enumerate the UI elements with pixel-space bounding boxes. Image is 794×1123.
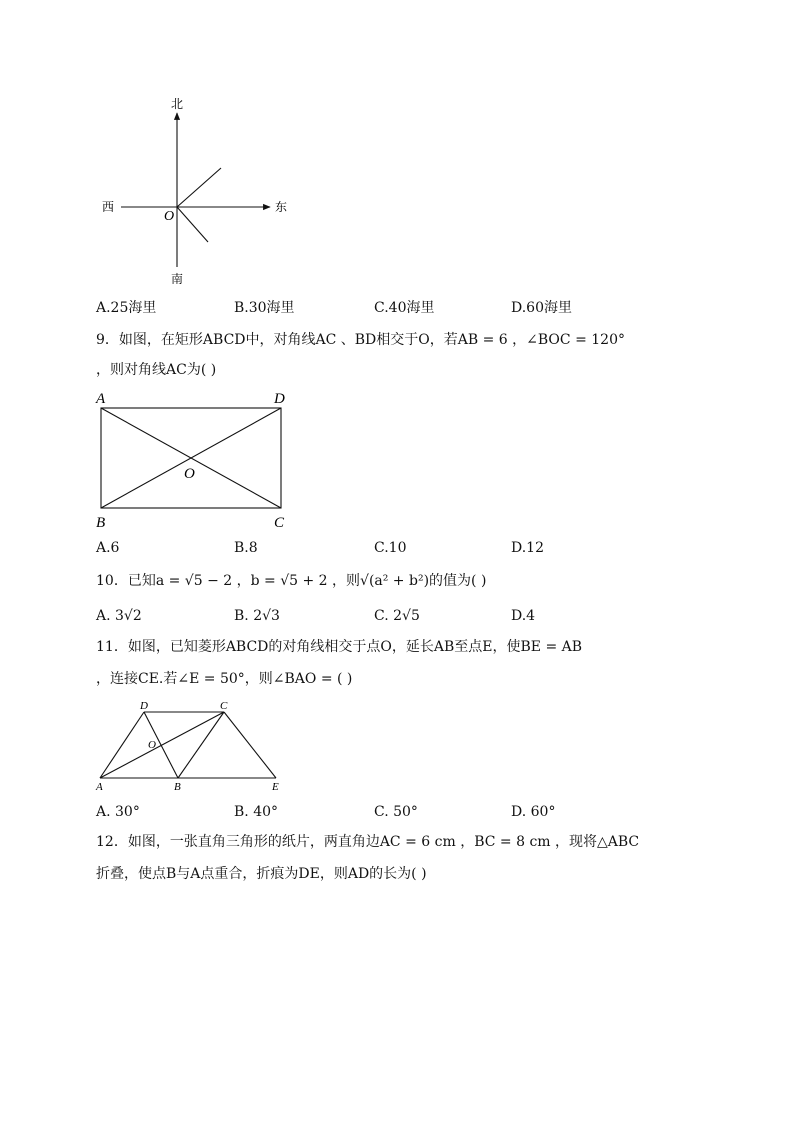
side-cb — [178, 712, 224, 778]
q8-option-d[interactable]: D.60海里 — [511, 300, 572, 316]
label-north: 北 — [171, 97, 184, 111]
label-d: D — [274, 391, 285, 407]
label-d: D — [140, 700, 148, 712]
label-o: O — [148, 739, 156, 751]
q8-option-a[interactable]: A.25海里 — [96, 300, 157, 316]
q9-option-c[interactable]: C.10 — [374, 540, 407, 556]
segment-ce — [224, 712, 276, 778]
q9-question-line2: ，则对角线AC为( ) — [96, 362, 217, 378]
q9-option-d[interactable]: D.12 — [511, 540, 544, 556]
label-o: O — [184, 466, 195, 482]
q9-question-line1: 9．如图，在矩形ABCD中，对角线AC 、BD相交于O，若AB = 6 ，∠BOC = 120° — [96, 332, 625, 348]
q10-option-a[interactable]: A. 3√2 — [96, 608, 142, 624]
label-a: A — [96, 781, 103, 793]
label-south: 南 — [171, 272, 184, 286]
q11-option-a[interactable]: A. 30° — [96, 804, 140, 820]
q11-option-b[interactable]: B. 40° — [234, 804, 279, 820]
rectangle-figure — [92, 386, 298, 534]
q8-option-c[interactable]: C.40海里 — [374, 300, 435, 316]
q9-option-a[interactable]: A.6 — [96, 540, 120, 556]
q10-option-c[interactable]: C. 2√5 — [374, 608, 420, 624]
q11-question-line2: ，连接CE.若∠E = 50°，则∠BAO = ( ) — [96, 671, 353, 687]
label-c: C — [220, 700, 228, 712]
label-west: 西 — [102, 200, 115, 214]
northeast-ray — [177, 168, 221, 207]
label-b: B — [96, 515, 106, 531]
q11-option-c[interactable]: C. 50° — [374, 804, 418, 820]
compass-figure — [95, 92, 295, 287]
southeast-ray — [177, 207, 208, 242]
label-b: B — [174, 781, 181, 793]
q12-question-line2: 折叠，使点B与A点重合，折痕为DE，则AD的长为( ) — [96, 866, 427, 882]
diagonal-ac — [100, 712, 224, 778]
q12-question-line1: 12．如图，一张直角三角形的纸片，两直角边AC = 6 cm ，BC = 8 cm ，现将△ABC — [96, 834, 640, 850]
label-a: A — [96, 391, 106, 407]
q11-option-d[interactable]: D. 60° — [511, 804, 556, 820]
label-origin: O — [164, 209, 175, 224]
side-ad — [100, 712, 144, 778]
rhombus-figure — [92, 696, 292, 794]
q8-option-b[interactable]: B.30海里 — [234, 300, 295, 316]
q10-question: 10．已知a = √5 − 2 ，b = √5 + 2 ，则√(a² + b²)的值为( ) — [96, 573, 487, 589]
q9-option-b[interactable]: B.8 — [234, 540, 258, 556]
q10-option-d[interactable]: D.4 — [511, 608, 536, 624]
label-e: E — [272, 781, 279, 793]
label-east: 东 — [275, 200, 288, 214]
q11-question-line1: 11．如图，已知菱形ABCD的对角线相交于点O，延长AB至点E，使BE = AB — [96, 639, 583, 655]
label-c: C — [274, 515, 285, 531]
q10-option-b[interactable]: B. 2√3 — [234, 608, 280, 624]
